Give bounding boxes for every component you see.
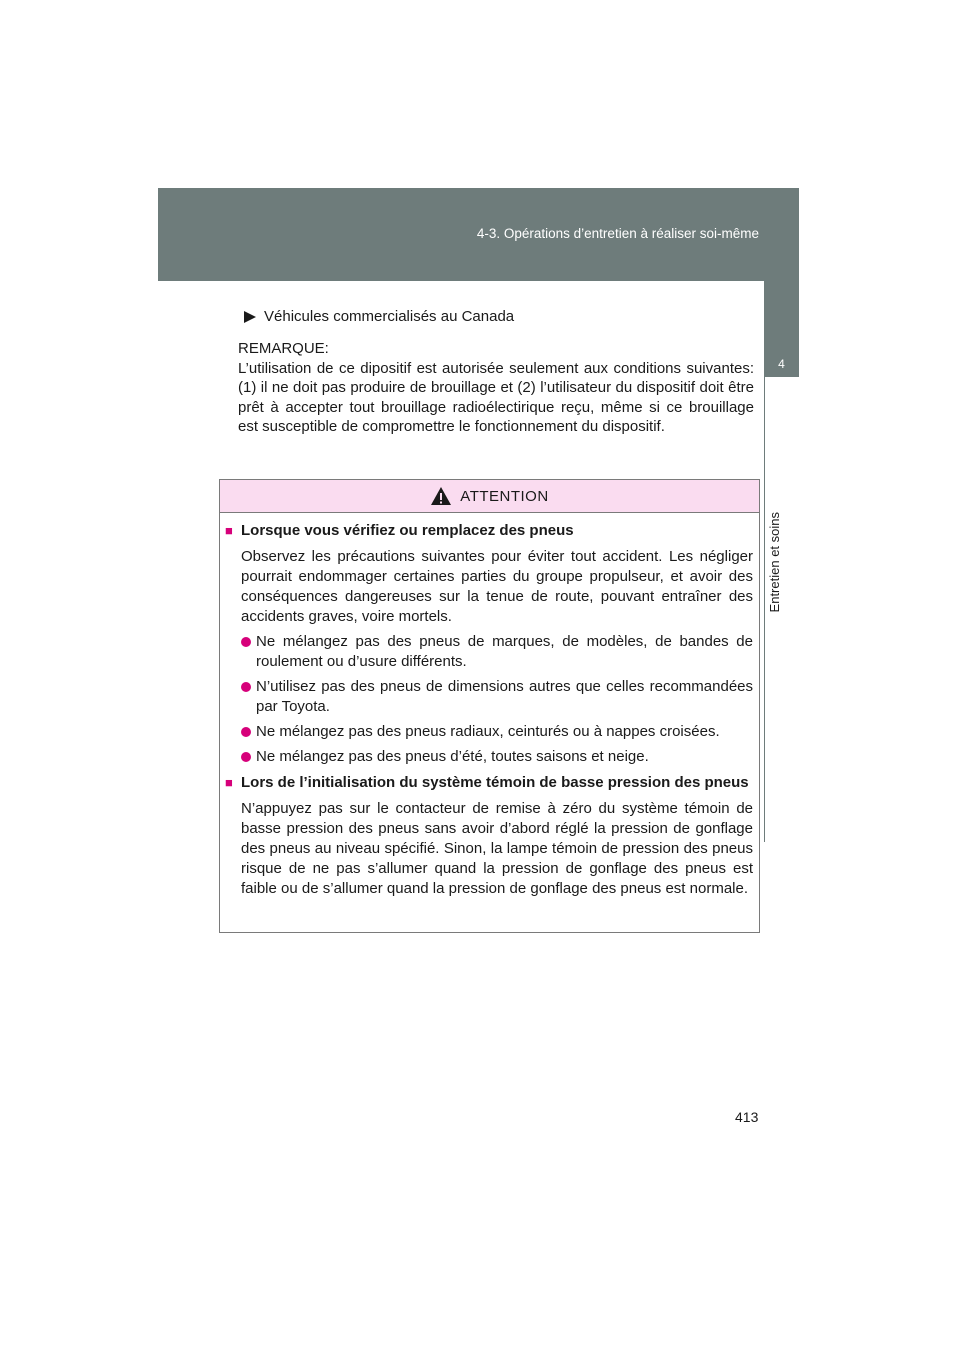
chapter-number-box (764, 281, 799, 377)
section-body: N’appuyez pas sur le contacteur de remise à zéro du système témoin de basse pression des pneus sans avoir d’abord réglé la pression de gonflage des pneus au niveau spécifié. Sinon, la lampe témoin de pression des pneus risque de ne pas s’allumer quand la pression de gonflage des pneus est faible ou de s’allumer quand la pression de gonflage des pneus est normale. (241, 800, 753, 897)
dot-bullet-icon (241, 727, 251, 737)
section-heading (225, 521, 753, 541)
attention-body (220, 521, 759, 899)
attention-title: ATTENTION (460, 487, 549, 505)
square-bullet-icon: ■ (225, 775, 233, 790)
market-line (244, 308, 754, 325)
dot-bullet-icon (241, 637, 251, 647)
section-heading-text: Lorsque vous vérifiez ou remplacez des pneus (241, 522, 574, 539)
list-item-text: N’utilisez pas des pneus de dimensions autres que celles recommandées par Toyota. (256, 678, 753, 715)
section-heading-text: Lors de l’initialisation du système témoin de basse pression des pneus (241, 774, 749, 791)
list-item (241, 677, 753, 717)
main-content (238, 308, 754, 437)
chapter-label-box (764, 377, 799, 842)
page-number: 413 (735, 1109, 759, 1125)
square-bullet-icon: ■ (225, 523, 233, 538)
attention-header (220, 480, 759, 513)
remarque-body: L’utilisation de ce dipositif est autorisée seulement aux conditions suivantes: (1) il ne doit pas produire de brouillage et (2) l’utilisateur du dispositif doit être prêt à accepter tout brouillage radioélectirique reçu, même si ce brouillage est susceptible de compromettre le fonctionnement du dispositif. (238, 359, 754, 435)
section-title: 4-3. Opérations d’entretien à réaliser soi-même (476, 226, 759, 241)
remarque-title: REMARQUE: (238, 340, 329, 357)
list-item (241, 747, 753, 767)
arrow-right-icon (244, 311, 256, 323)
list-item (241, 722, 753, 742)
chapter-label: Entretien et soins (767, 512, 782, 613)
list-item-text: Ne mélangez pas des pneus de marques, de modèles, de bandes de roulement ou d’usure différents. (256, 633, 753, 670)
section-intro: Observez les précautions suivantes pour éviter tout accident. Les négliger pourrait endommager certaines parties du groupe propulseur, et avoir des conséquences dangereuses sur la tenue de route, pouvant entraîner des accidents graves, voire mortels. (241, 548, 753, 625)
warning-icon (430, 486, 452, 506)
attention-box (219, 479, 760, 933)
list-item-text: Ne mélangez pas des pneus d’été, toutes saisons et neige. (256, 748, 649, 765)
chapter-tab (764, 281, 799, 842)
header-band (158, 188, 799, 281)
list-item (241, 632, 753, 672)
chapter-number: 4 (778, 357, 785, 371)
dot-bullet-icon (241, 682, 251, 692)
market-label: Véhicules commercialisés au Canada (264, 308, 515, 325)
dot-bullet-icon (241, 752, 251, 762)
section-heading (225, 773, 753, 793)
list-item-text: Ne mélangez pas des pneus radiaux, ceinturés ou à nappes croisées. (256, 723, 720, 740)
